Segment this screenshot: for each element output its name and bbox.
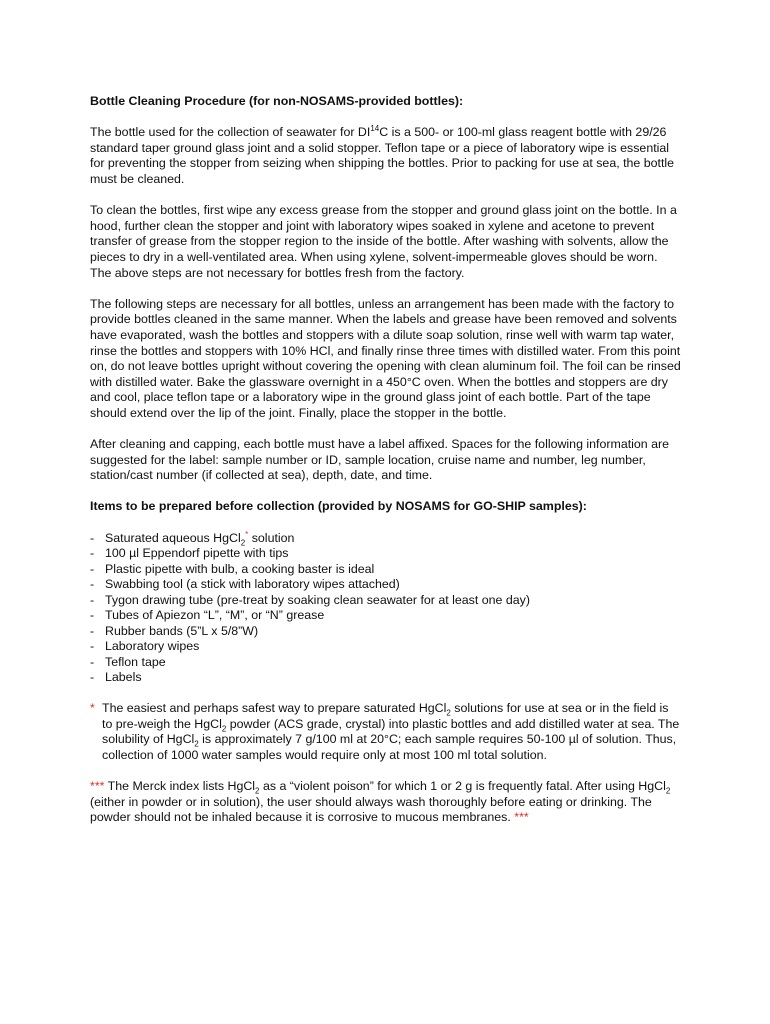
item-text: Teflon tape bbox=[105, 654, 166, 669]
document-page bbox=[90, 94, 682, 842]
paragraph-labeling: After cleaning and capping, each bottle must have a label affixed. Spaces for the following information are suggested for the label: sample number or ID, sample location, cruise name and number, leg number, station/cast number (if collected at sea), depth, date, and time. bbox=[90, 437, 670, 483]
list-item bbox=[90, 655, 682, 671]
warning-text-a: The Merck index lists HgCl bbox=[104, 779, 256, 794]
list-dash: - bbox=[90, 561, 95, 576]
para1-text-b: C is a 500- or 100-ml glass reagent bottle with 29/26 standard taper ground glass joint and a solid stopper. Teflon tape or a piece of laboratory wipe is essential for preventing the stopper from seizing when shipping the bottles. Prior to packing for use at sea, the bottle must be cleaned. bbox=[90, 125, 675, 186]
warning-subscript: 2 bbox=[255, 786, 260, 796]
warning-text-b: as a “violent poison” for which 1 or 2 g is frequently fatal. After using HgCl bbox=[259, 779, 666, 794]
list-dash: - bbox=[90, 577, 95, 592]
list-item bbox=[90, 546, 682, 562]
paragraph-bottle-description bbox=[90, 125, 682, 187]
heading-items-to-prepare: Items to be prepared before collection (provided by NOSAMS for GO-SHIP samples): bbox=[90, 499, 587, 514]
warning-text-c: (either in powder or in solution), the user should always wash thoroughly before eating or drinking. The powder should not be inhaled because it is corrosive to mucous membranes. bbox=[90, 794, 652, 825]
list-item bbox=[90, 624, 682, 640]
item-text: Tubes of Apiezon “L”, “M”, or “N” grease bbox=[105, 608, 325, 623]
item-text: Plastic pipette with bulb, a cooking baster is ideal bbox=[105, 561, 375, 576]
paragraph-washing-steps: The following steps are necessary for all bottles, unless an arrangement has been made with the factory to provide bottles cleaned in the same manner. When the labels and grease have been removed and solvents have evaporated, wash the bottles and stoppers with a dilute soap solution, rinse well with warm tap water, rinse the bottles and stoppers with 10% HCl, and finally rinse three times with distilled water. From this point on, do not leave bottles upright without covering the opening with clean aluminum foil. The foil can be rinsed with distilled water. Bake the glassware overnight in a 450°C oven. When the bottles and stoppers are dry and cool, place teflon tape or a laboratory wipe in the ground glass joint of each bottle. Part of the tape should extend over the lip of the joint. Finally, place the stopper in the bottle. bbox=[90, 296, 681, 420]
list-item bbox=[90, 639, 682, 655]
list-dash: - bbox=[90, 623, 95, 638]
item-text: Laboratory wipes bbox=[105, 639, 200, 654]
note1-subscript: 2 bbox=[194, 739, 199, 749]
note1-subscript: 2 bbox=[446, 708, 451, 718]
list-item bbox=[90, 531, 682, 547]
item-text-a: Saturated aqueous HgCl bbox=[105, 530, 241, 545]
footnote-hgcl2-preparation bbox=[90, 701, 682, 763]
footnote-star: * bbox=[90, 701, 95, 716]
note1-text-a: The easiest and perhaps safest way to prepare saturated HgCl bbox=[102, 701, 447, 716]
item-subscript: 2 bbox=[240, 538, 246, 548]
item-text: Swabbing tool (a stick with laboratory wipes attached) bbox=[105, 577, 400, 592]
list-dash: - bbox=[90, 670, 95, 685]
note1-text-d: is approximately 7 g/100 ml at 20°C; each sample requires 50-100 µl of solution. Thus, collection of 1000 water samples would require only at most 100 ml total solution. bbox=[102, 732, 677, 762]
list-item bbox=[90, 577, 682, 593]
list-item bbox=[90, 608, 682, 624]
list-dash: - bbox=[90, 608, 95, 623]
list-dash: - bbox=[90, 639, 95, 654]
list-dash: - bbox=[90, 592, 95, 607]
list-dash: - bbox=[90, 546, 95, 561]
list-item bbox=[90, 593, 682, 609]
isotope-superscript: 14 bbox=[370, 124, 380, 134]
item-text: Labels bbox=[105, 670, 142, 685]
items-list bbox=[90, 531, 682, 686]
item-text: Rubber bands (5”L x 5/8”W) bbox=[105, 623, 259, 638]
heading-bottle-cleaning: Bottle Cleaning Procedure (for non-NOSAMS-provided bottles): bbox=[90, 94, 464, 108]
item-text: Tygon drawing tube (pre-treat by soaking clean seawater for at least one day) bbox=[105, 592, 530, 607]
list-dash: - bbox=[90, 530, 95, 545]
list-dash: - bbox=[90, 654, 95, 669]
note1-subscript: 2 bbox=[221, 724, 227, 734]
item-text-b: solution bbox=[248, 530, 295, 545]
paragraph-solvent-cleaning: To clean the bottles, first wipe any excess grease from the stopper and ground glass joint on the bottle. In a hood, further clean the stopper and joint with laboratory wipes soaked in xylene and acetone to prevent transfer of grease from the stopper region to the inside of the bottle. After washing with solvents, allow the pieces to dry in a well-ventilated area. When using xylene, solvent-impermeable gloves should be worn. The above steps are not necessary for bottles fresh from the factory. bbox=[90, 203, 677, 280]
warning-stars-open: *** bbox=[90, 779, 105, 794]
para1-text-a: The bottle used for the collection of seawater for DI bbox=[90, 125, 371, 140]
warning-subscript: 2 bbox=[665, 786, 671, 796]
list-item bbox=[90, 562, 682, 578]
note1-text-c: powder (ACS grade, crystal) into plastic bottles and add distilled water at sea. The solubility of HgCl bbox=[102, 716, 680, 747]
list-item bbox=[90, 670, 682, 686]
footnote-marker: * bbox=[245, 529, 249, 539]
note1-text-b: solutions for use at sea or in the field is to pre-weigh the HgCl bbox=[102, 701, 669, 731]
warning-stars-close: *** bbox=[514, 810, 529, 825]
warning-hgcl2-poison bbox=[90, 779, 682, 826]
item-text: 100 µl Eppendorf pipette with tips bbox=[105, 546, 289, 561]
